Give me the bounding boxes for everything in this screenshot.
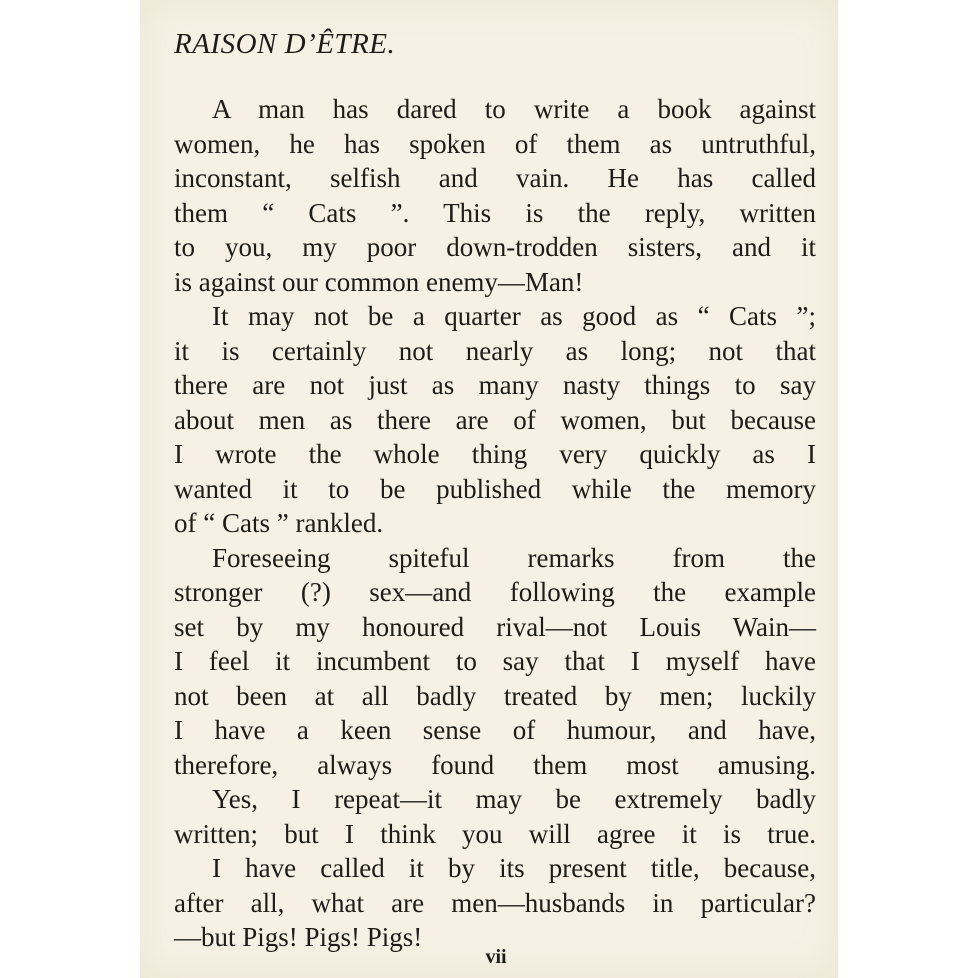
text-line: not been at all badly treated by men; luckily xyxy=(174,680,816,711)
text-line: stronger (?) sex—and following the example xyxy=(174,577,816,607)
text-line: set by my honoured rival—not Louis Wain— xyxy=(174,611,816,642)
text-line: It may not be a quarter as good as “ Cats ”; xyxy=(212,301,816,331)
text-line: them “ Cats ”. This is the reply, written xyxy=(174,197,816,228)
text-line: to you, my poor down-trodden sisters, and it xyxy=(174,232,816,262)
text-line: about men as there are of women, but because xyxy=(174,404,816,435)
text-line: I feel it incumbent to say that I myself have xyxy=(174,646,816,676)
text-line: I have called it by its present title, because, xyxy=(212,853,816,883)
text-line: after all, what are men—husbands in particular? xyxy=(174,887,816,918)
text-line: inconstant, selfish and vain. He has called xyxy=(174,163,816,193)
page-number: vii xyxy=(485,946,507,968)
text-line: Yes, I repeat—it may be extremely badly xyxy=(212,784,816,814)
text-line: —but Pigs! Pigs! Pigs! xyxy=(174,922,423,952)
text-line: there are not just as many nasty things to say xyxy=(174,370,816,400)
text-line: A man has dared to write a book against xyxy=(212,94,816,124)
text-line: women, he has spoken of them as untruthful, xyxy=(174,128,816,159)
text-line: Foreseeing spiteful remarks from the xyxy=(212,542,816,573)
text-line: therefore, always found them most amusing. xyxy=(174,749,816,780)
text-line: of “ Cats ” rankled. xyxy=(174,508,384,538)
text-line: I have a keen sense of humour, and have, xyxy=(174,715,816,745)
text-line: wanted it to be published while the memory xyxy=(174,473,816,504)
text-line: written; but I think you will agree it is true. xyxy=(174,818,816,849)
text-line: it is certainly not nearly as long; not that xyxy=(174,335,816,366)
text-line: I wrote the whole thing very quickly as I xyxy=(174,439,816,469)
text-line: is against our common enemy—Man! xyxy=(174,266,584,297)
page-title: RAISON D’ÊTRE. xyxy=(174,28,396,60)
body-text xyxy=(174,92,816,955)
